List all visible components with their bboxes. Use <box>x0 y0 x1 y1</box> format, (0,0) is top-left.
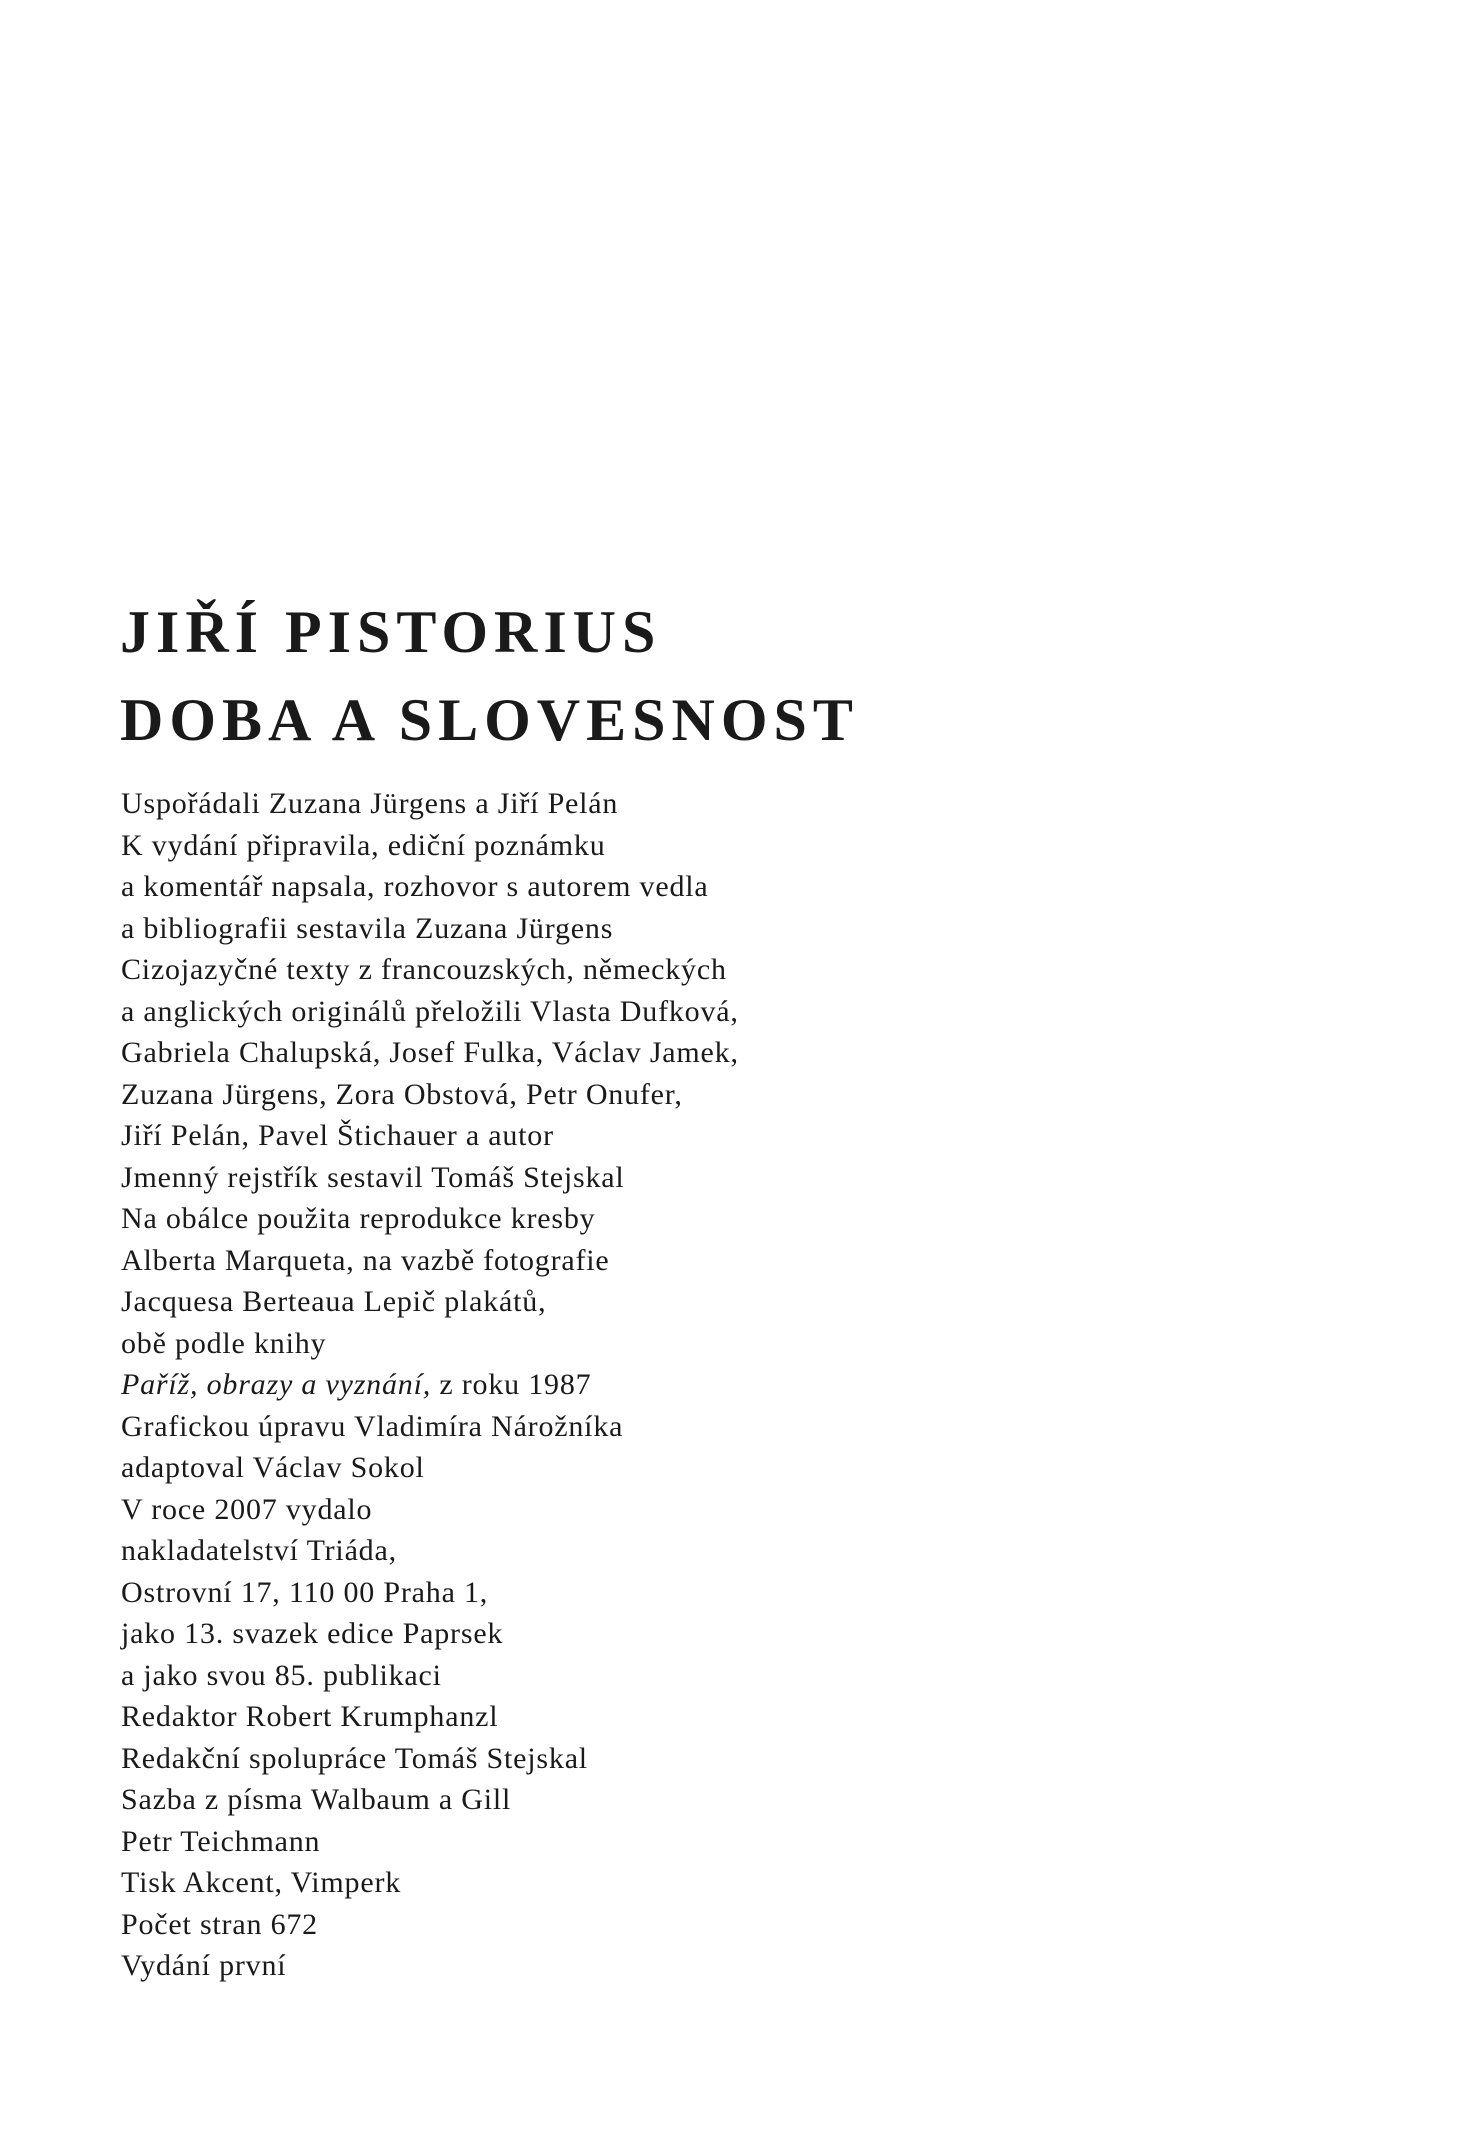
colophon-line: Sazba z písma Walbaum a Gill <box>121 1783 512 1816</box>
book-title: DOBA A SLOVESNOST <box>120 687 859 753</box>
colophon-line: Cizojazyčné texty z francouzských, německých <box>121 953 727 986</box>
colophon-line: Redaktor Robert Krumphanzl <box>121 1700 499 1733</box>
colophon-line: K vydání připravila, ediční poznámku <box>121 828 606 862</box>
colophon-line: Tisk Akcent, Vimperk <box>121 1866 402 1899</box>
colophon-line: a bibliografii sestavila Zuzana Jürgens <box>121 911 614 945</box>
author-name: JIŘÍ PISTORIUS <box>120 599 662 665</box>
colophon-line: a jako svou 85. publikaci <box>121 1658 442 1692</box>
colophon-line: Zuzana Jürgens, Zora Obstová, Petr Onufer, <box>121 1077 683 1111</box>
colophon-line: a komentář napsala, rozhovor s autorem vedla <box>121 870 709 903</box>
colophon-line: Alberta Marqueta, na vazbě fotografie <box>121 1243 610 1277</box>
colophon-line: obě podle knihy <box>121 1326 327 1360</box>
colophon-line: Redakční spolupráce Tomáš Stejskal <box>121 1741 588 1775</box>
colophon-line: Grafickou úpravu Vladimíra Nárožníka <box>121 1409 624 1443</box>
colophon-text <box>121 783 1021 1987</box>
colophon-line: Počet stran 672 <box>121 1907 318 1941</box>
book-reference-line <box>121 1364 1021 1406</box>
colophon-line: Jacquesa Berteaua Lepič plakátů, <box>121 1285 547 1318</box>
book-reference-year: z roku 1987 <box>431 1368 592 1401</box>
colophon-line: Na obálce použita reprodukce kresby <box>121 1202 596 1235</box>
colophon-line: Gabriela Chalupská, Josef Fulka, Václav Jamek, <box>121 1036 739 1069</box>
colophon-line: Jmenný rejstřík sestavil Tomáš Stejskal <box>121 1160 625 1194</box>
colophon-line: Vydání první <box>121 1949 287 1982</box>
colophon-line: V roce 2007 vydalo <box>121 1492 373 1526</box>
colophon-line: Uspořádali Zuzana Jürgens a Jiří Pelán <box>121 787 619 820</box>
colophon-line: Jiří Pelán, Pavel Štichauer a autor <box>121 1119 554 1152</box>
colophon-line: Ostrovní 17, 110 00 Praha 1, <box>121 1575 489 1609</box>
colophon-line: Petr Teichmann <box>121 1824 321 1858</box>
colophon-line: nakladatelství Triáda, <box>121 1534 397 1567</box>
colophon-line: a anglických originálů přeložili Vlasta Dufková, <box>121 994 739 1028</box>
title-block <box>120 588 1220 764</box>
colophon-line: jako 13. svazek edice Paprsek <box>121 1617 504 1650</box>
colophon-line: adaptoval Václav Sokol <box>121 1451 425 1484</box>
book-reference-title: Paříž, obrazy a vyznání, <box>121 1368 432 1401</box>
